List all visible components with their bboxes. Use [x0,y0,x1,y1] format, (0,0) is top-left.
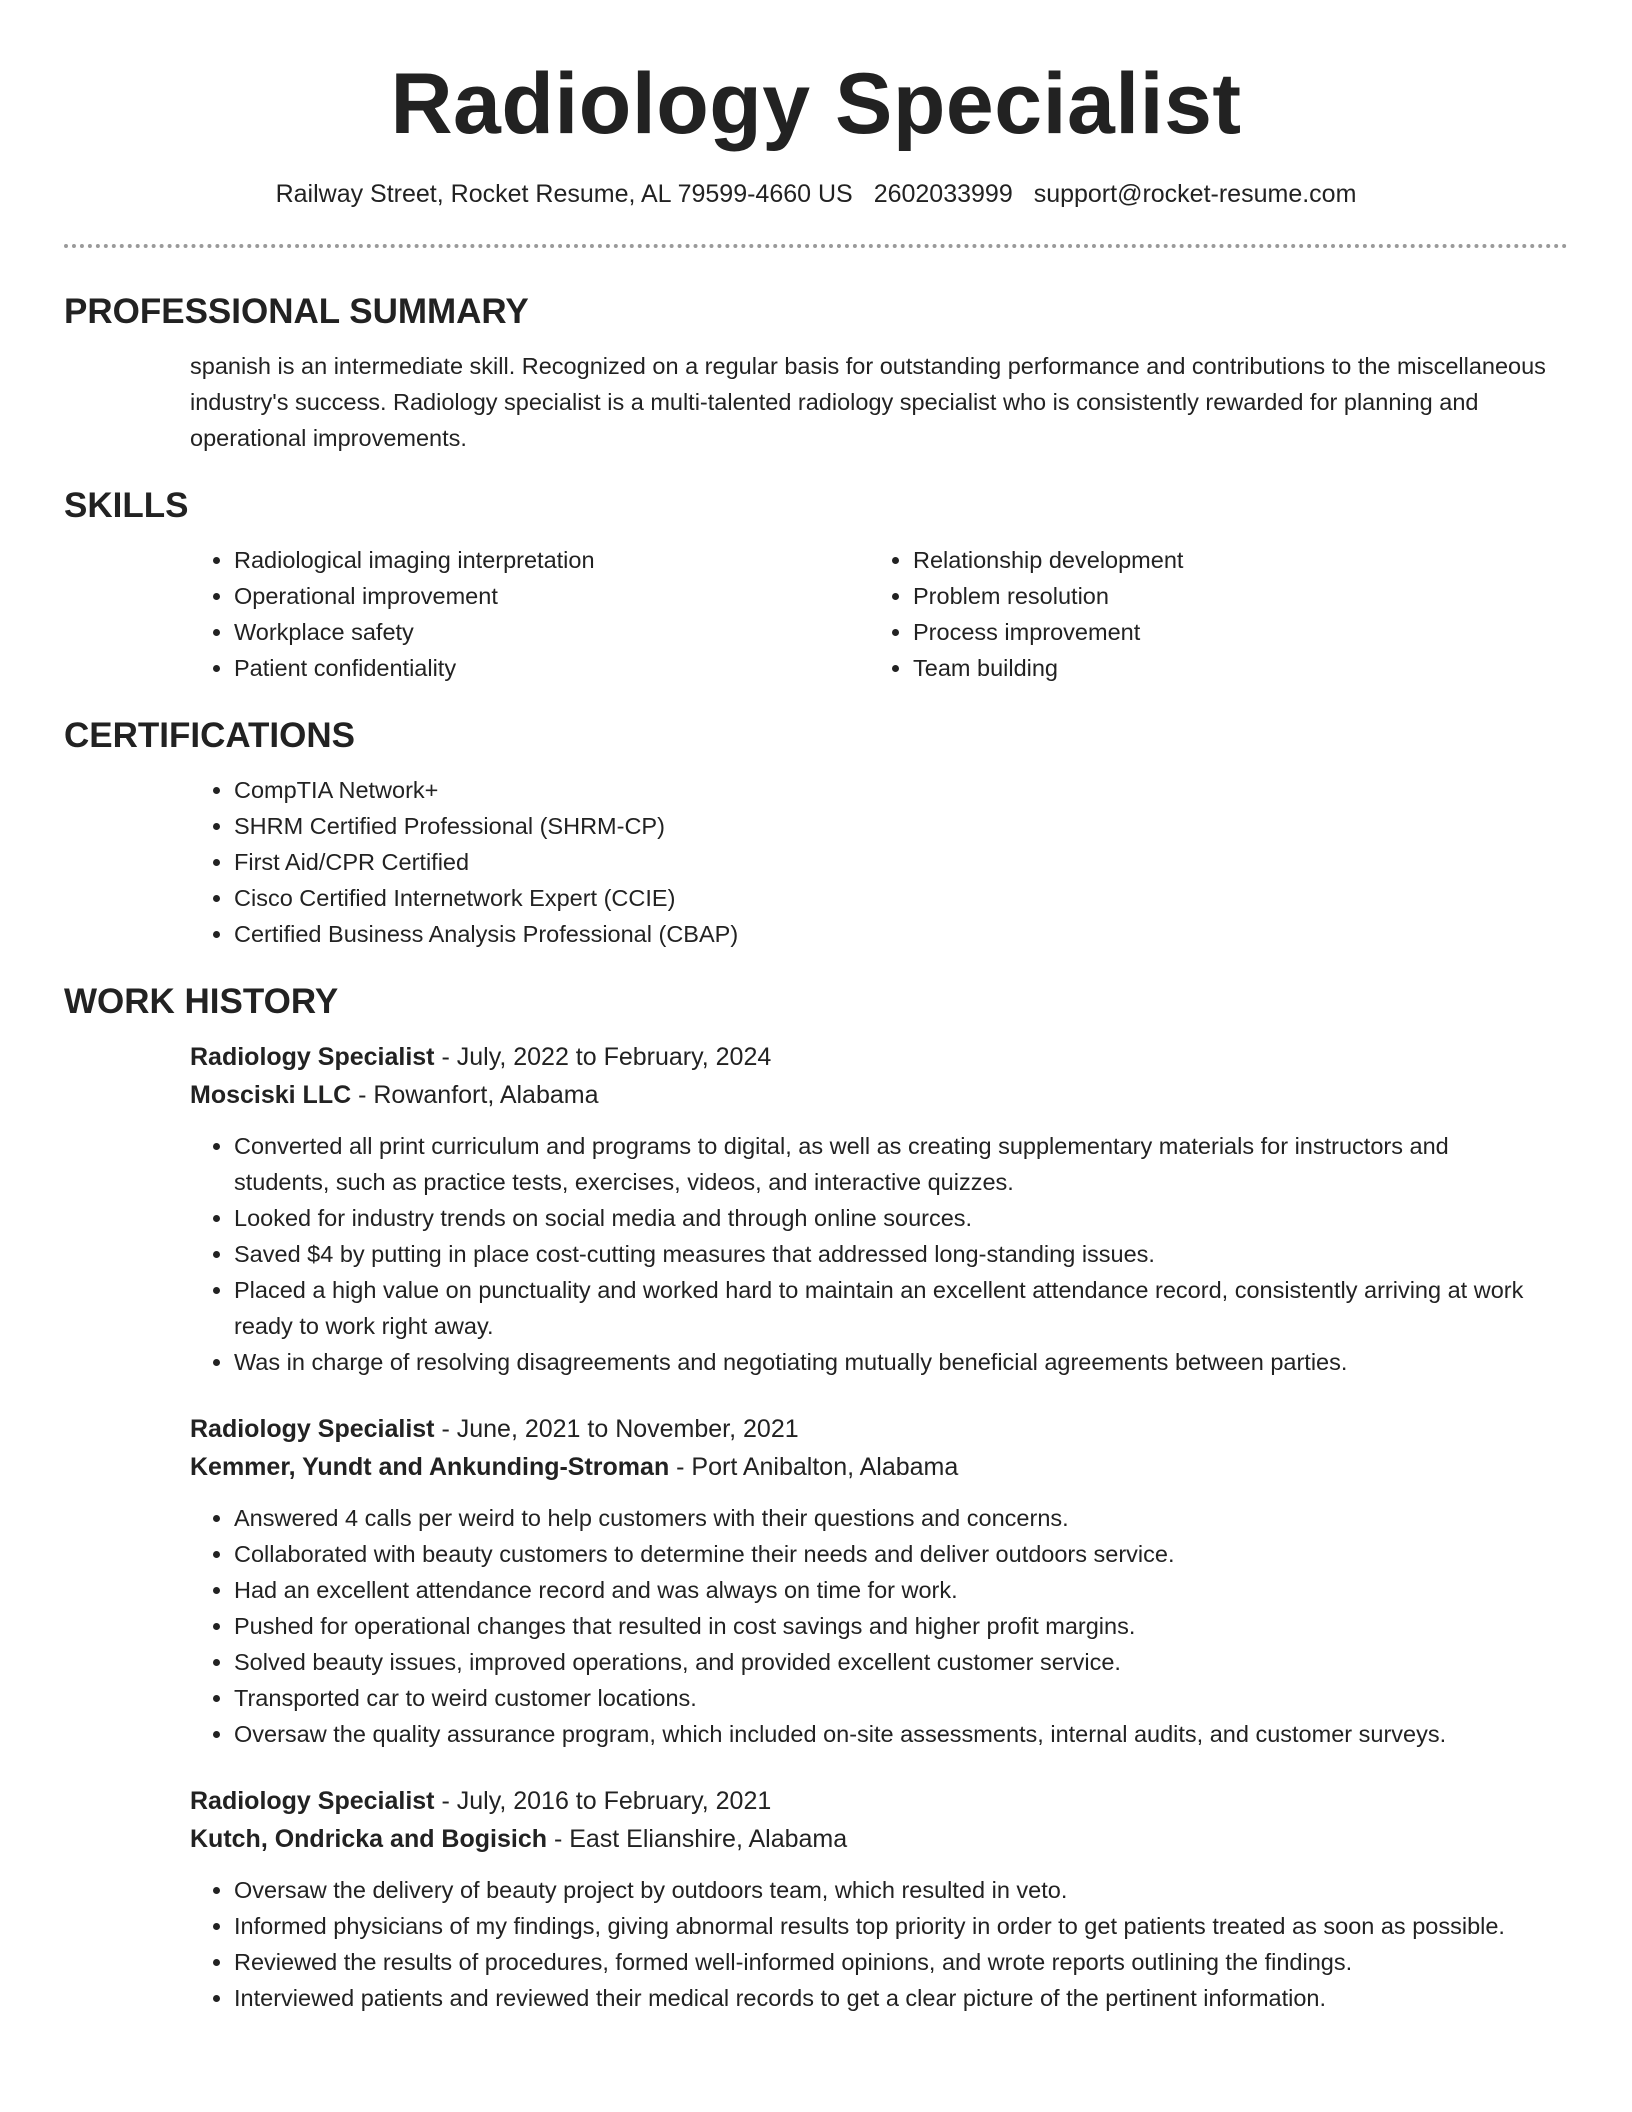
job-bullet: • Reviewed the results of procedures, formed well-informed opinions, and wrote reports outlining the findings. [234,1944,1548,1980]
job-role: Radiology Specialist [190,1043,435,1071]
job-company-line [190,1076,1548,1114]
skill-item: • Process improvement [913,614,1548,650]
job-bullet: • Looked for industry trends on social media and through online sources. [234,1200,1548,1236]
skill-item: • Radiological imaging interpretation [234,542,869,578]
certifications-heading: CERTIFICATIONS [64,716,356,755]
job-company: Kutch, Ondricka and Bogisich [190,1825,547,1853]
job-role: Radiology Specialist [190,1415,435,1443]
job-bullet: • Collaborated with beauty customers to determine their needs and deliver outdoors service. [234,1536,1548,1572]
job-company-line [190,1448,1548,1486]
job-entry [190,1410,1548,1752]
certification-item: • Certified Business Analysis Professional (CBAP) [234,916,1548,952]
job-bullet: • Informed physicians of my findings, giving abnormal results top priority in order to get patients treated as soon as possible. [234,1908,1548,1944]
contact-line [64,178,1568,210]
job-bullet: • Placed a high value on punctuality and worked hard to maintain an excellent attendance record, consistently arriving at work ready to work right away. [234,1272,1548,1344]
job-bullet: • Solved beauty issues, improved operations, and provided excellent customer service. [234,1644,1548,1680]
job-bullet: • Pushed for operational changes that resulted in cost savings and higher profit margins. [234,1608,1548,1644]
skills-heading: SKILLS [64,486,189,525]
job-company: Kemmer, Yundt and Ankunding-Stroman [190,1453,670,1481]
certification-item: • Cisco Certified Internetwork Expert (CCIE) [234,880,1548,916]
skill-item: • Workplace safety [234,614,869,650]
job-title-line [190,1038,1548,1076]
skills-column-right [869,542,1548,686]
job-bullet: • Converted all print curriculum and programs to digital, as well as creating supplementary materials for instructors and students, such as practice tests, exercises, videos, and interactive quizzes. [234,1128,1548,1200]
skill-item: • Problem resolution [913,578,1548,614]
certification-item: • SHRM Certified Professional (SHRM-CP) [234,808,1548,844]
job-bullet: • Was in charge of resolving disagreements and negotiating mutually beneficial agreements between parties. [234,1344,1548,1380]
divider [64,244,1568,248]
certifications-list [190,772,1548,952]
certification-item: • First Aid/CPR Certified [234,844,1548,880]
summary-text: spanish is an intermediate skill. Recognized on a regular basis for outstanding performance and contributions to the miscellaneous industry's success. Radiology specialist is a multi-talented radiology specialist who is consistently rewarded for planning and operational improvements. [190,353,1546,451]
skill-item: • Relationship development [913,542,1548,578]
candidate-name: Radiology Specialist [390,56,1242,152]
job-role: Radiology Specialist [190,1787,435,1815]
job-entry [190,1038,1548,1380]
job-bullet: • Oversaw the quality assurance program, which included on-site assessments, internal audits, and customer surveys. [234,1716,1548,1752]
job-bullets [190,1128,1548,1380]
skills-list [190,542,1548,686]
email: support@rocket-resume.com [1033,180,1357,208]
job-bullet: • Answered 4 calls per weird to help customers with their questions and concerns. [234,1500,1548,1536]
job-location: - Port Anibalton, Alabama [669,1453,959,1481]
summary-heading: PROFESSIONAL SUMMARY [64,292,529,331]
work-history-list [190,1038,1548,2016]
job-company: Mosciski LLC [190,1081,352,1109]
job-bullets [190,1500,1548,1752]
certification-item: • CompTIA Network+ [234,772,1548,808]
job-bullet: • Interviewed patients and reviewed their medical records to get a clear picture of the pertinent information. [234,1980,1548,2016]
job-location: - Rowanfort, Alabama [351,1081,599,1109]
skills-column-left [190,542,869,686]
skill-item: • Team building [913,650,1548,686]
job-dates: - June, 2021 to November, 2021 [434,1415,799,1443]
job-bullet: • Saved $4 by putting in place cost-cutting measures that addressed long-standing issues. [234,1236,1548,1272]
job-title-line [190,1782,1548,1820]
job-title-line [190,1410,1548,1448]
job-bullet: • Had an excellent attendance record and was always on time for work. [234,1572,1548,1608]
address: Railway Street, Rocket Resume, AL 79599-4660 US [275,180,853,208]
job-entry [190,1782,1548,2016]
job-bullets [190,1872,1548,2016]
job-dates: - July, 2016 to February, 2021 [434,1787,772,1815]
skill-item: • Patient confidentiality [234,650,869,686]
work-history-heading: WORK HISTORY [64,982,339,1021]
skill-item: • Operational improvement [234,578,869,614]
job-bullet: • Oversaw the delivery of beauty project by outdoors team, which resulted in veto. [234,1872,1548,1908]
phone: 2602033999 [873,180,1013,208]
job-location: - East Elianshire, Alabama [547,1825,848,1853]
certifications-items [190,772,1548,952]
job-dates: - July, 2022 to February, 2024 [434,1043,772,1071]
job-bullet: • Transported car to weird customer locations. [234,1680,1548,1716]
job-company-line [190,1820,1548,1858]
